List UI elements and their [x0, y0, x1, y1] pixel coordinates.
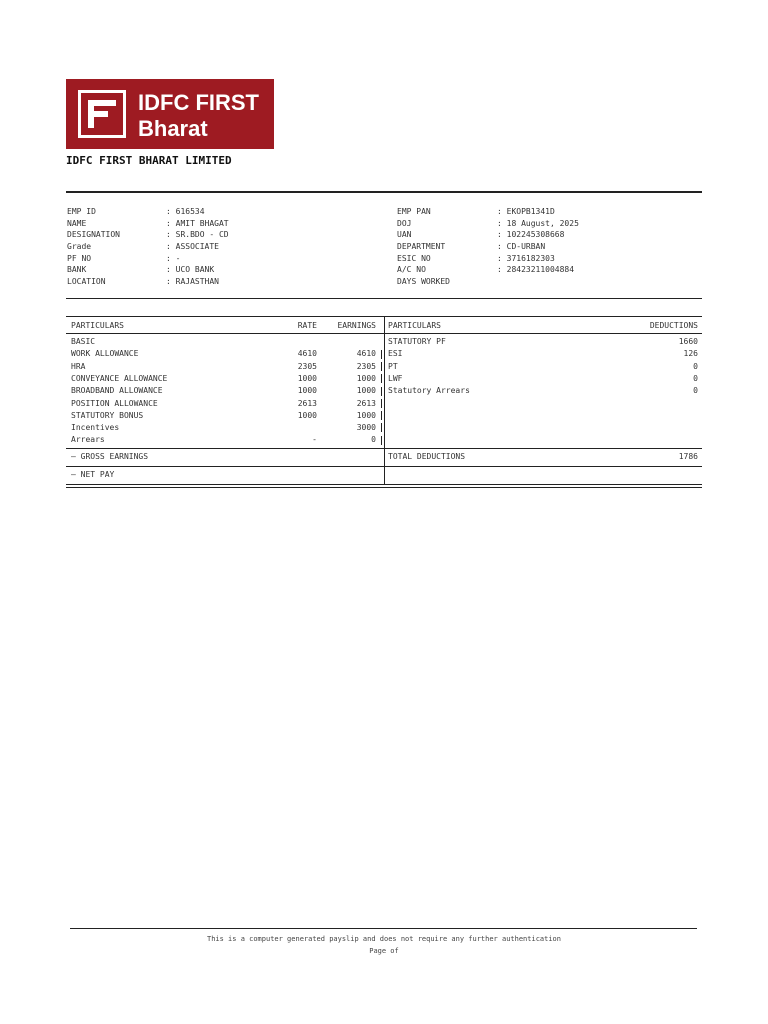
info-row: [397, 229, 697, 241]
info-label: DAYS WORKED: [397, 277, 450, 287]
earning-amount: 4610: [356, 349, 376, 359]
net-pay-label: — NET PAY: [71, 470, 115, 479]
info-label: LOCATION: [67, 277, 106, 287]
earnings-header: EARNINGS: [337, 321, 376, 330]
earning-amount: 2305: [356, 361, 376, 371]
table-header-divider: [66, 333, 702, 334]
info-label: DEPARTMENT: [397, 242, 446, 252]
deduction-amount: 0: [693, 373, 698, 383]
info-value: : CD-URBAN: [497, 242, 546, 252]
earning-rate: 1000: [297, 373, 317, 383]
info-label: A/C NO: [397, 265, 426, 275]
cell-divider-tick: [381, 423, 382, 432]
earning-amount: 0: [371, 435, 376, 445]
info-value: : -: [166, 253, 181, 263]
table-netpay-divider: [66, 484, 702, 485]
deduction-name: STATUTORY PF: [388, 337, 446, 346]
earning-amount: 1000: [356, 373, 376, 383]
info-row: [67, 229, 377, 241]
info-label: DESIGNATION: [67, 230, 120, 240]
cell-divider-tick: [381, 350, 382, 359]
info-value: : 102245308668: [497, 230, 565, 240]
info-value: : RAJASTHAN: [166, 277, 219, 287]
info-row: [397, 206, 697, 218]
earning-name: Incentives: [71, 423, 120, 433]
logo-text-line2: Bharat: [138, 116, 208, 141]
info-label: ESIC NO: [397, 253, 431, 263]
info-row: [67, 218, 377, 230]
info-value: : 616534: [166, 207, 205, 216]
table-gross-divider-bottom: [66, 466, 702, 467]
deduction-amount: 1660: [678, 337, 698, 346]
company-logo: [66, 79, 274, 149]
earning-rate: 1000: [297, 410, 317, 420]
table-column-divider: [384, 317, 385, 484]
info-row: [397, 253, 697, 265]
footer-divider: [70, 928, 697, 929]
info-value: : EKOPB1341D: [497, 207, 555, 216]
info-row: [397, 241, 697, 253]
info-label: PF NO: [67, 253, 92, 263]
salary-table: [66, 316, 702, 487]
total-deductions-label: TOTAL DEDUCTIONS: [388, 452, 466, 461]
deduction-amount: 0: [693, 386, 698, 396]
cell-divider-tick: [381, 411, 382, 420]
deduction-name: Statutory Arrears: [388, 386, 470, 396]
cell-divider-tick: [381, 399, 382, 408]
earning-rate: 1000: [297, 386, 317, 396]
deductions-particulars-header: PARTICULARS: [388, 321, 441, 330]
info-row: [67, 241, 377, 253]
info-value: : 28423211004884: [497, 265, 575, 275]
info-row: [67, 206, 377, 218]
info-row: [397, 218, 697, 230]
company-name: IDFC FIRST BHARAT LIMITED: [66, 154, 232, 167]
info-label: DOJ: [397, 218, 412, 228]
deduction-name: ESI: [388, 349, 403, 359]
cell-divider-tick: [381, 387, 382, 396]
total-deductions-value: 1786: [678, 452, 698, 461]
earning-rate: -: [312, 435, 317, 445]
divider-top: [66, 191, 702, 193]
divider-info: [66, 298, 702, 299]
footer-note: This is a computer generated payslip and does not require any further authentication: [206, 935, 561, 943]
info-label: EMP ID: [67, 207, 96, 216]
earning-amount: 3000: [356, 423, 376, 433]
rate-header: RATE: [297, 321, 317, 330]
employee-info-right: [397, 206, 697, 288]
info-row: [397, 276, 697, 288]
page-number: Page of: [369, 947, 399, 955]
earning-name: POSITION ALLOWANCE: [71, 398, 158, 408]
deduction-amount: 126: [683, 349, 698, 359]
cell-divider-tick: [381, 436, 382, 445]
idfc-logo-icon: [78, 90, 126, 138]
info-label: BANK: [67, 265, 87, 275]
info-row: [397, 264, 697, 276]
table-gross-divider-top: [66, 448, 702, 449]
info-value: : ASSOCIATE: [166, 242, 219, 252]
info-value: : AMIT BHAGAT: [166, 218, 229, 228]
logo-text-line1: IDFC FIRST: [138, 90, 259, 115]
info-value: : 3716182303: [497, 253, 555, 263]
earning-name: HRA: [71, 361, 86, 371]
info-value: : 18 August, 2025: [497, 218, 579, 228]
info-value: : SR.BDO - CD: [166, 230, 229, 240]
earning-amount: 1000: [356, 386, 376, 396]
earning-name: BROADBAND ALLOWANCE: [71, 386, 163, 396]
employee-info-left: [67, 206, 377, 288]
info-value: : UCO BANK: [166, 265, 215, 275]
deductions-header: DEDUCTIONS: [649, 321, 698, 330]
earning-amount: 1000: [356, 410, 376, 420]
earning-amount: 2613: [356, 398, 376, 408]
earning-name: CONVEYANCE ALLOWANCE: [71, 373, 168, 383]
earning-rate: 4610: [297, 349, 317, 359]
table-bottom-border: [66, 487, 702, 488]
info-label: EMP PAN: [397, 207, 431, 216]
info-label: Grade: [67, 242, 92, 252]
info-label: UAN: [397, 230, 412, 240]
earnings-particulars-header: PARTICULARS: [71, 321, 124, 330]
earning-name: STATUTORY BONUS: [71, 410, 144, 420]
earning-name: BASIC: [71, 337, 96, 346]
earning-name: WORK ALLOWANCE: [71, 349, 139, 359]
info-row: [67, 253, 377, 265]
deduction-amount: 0: [693, 361, 698, 371]
deduction-name: LWF: [388, 373, 403, 383]
info-row: [67, 276, 377, 288]
info-label: NAME: [67, 218, 87, 228]
gross-earnings-label: — GROSS EARNINGS: [71, 452, 149, 461]
cell-divider-tick: [381, 374, 382, 383]
earning-name: Arrears: [71, 435, 105, 445]
cell-divider-tick: [381, 362, 382, 371]
deduction-name: PT: [388, 361, 398, 371]
info-row: [67, 264, 377, 276]
earning-rate: 2613: [297, 398, 317, 408]
earning-rate: 2305: [297, 361, 317, 371]
